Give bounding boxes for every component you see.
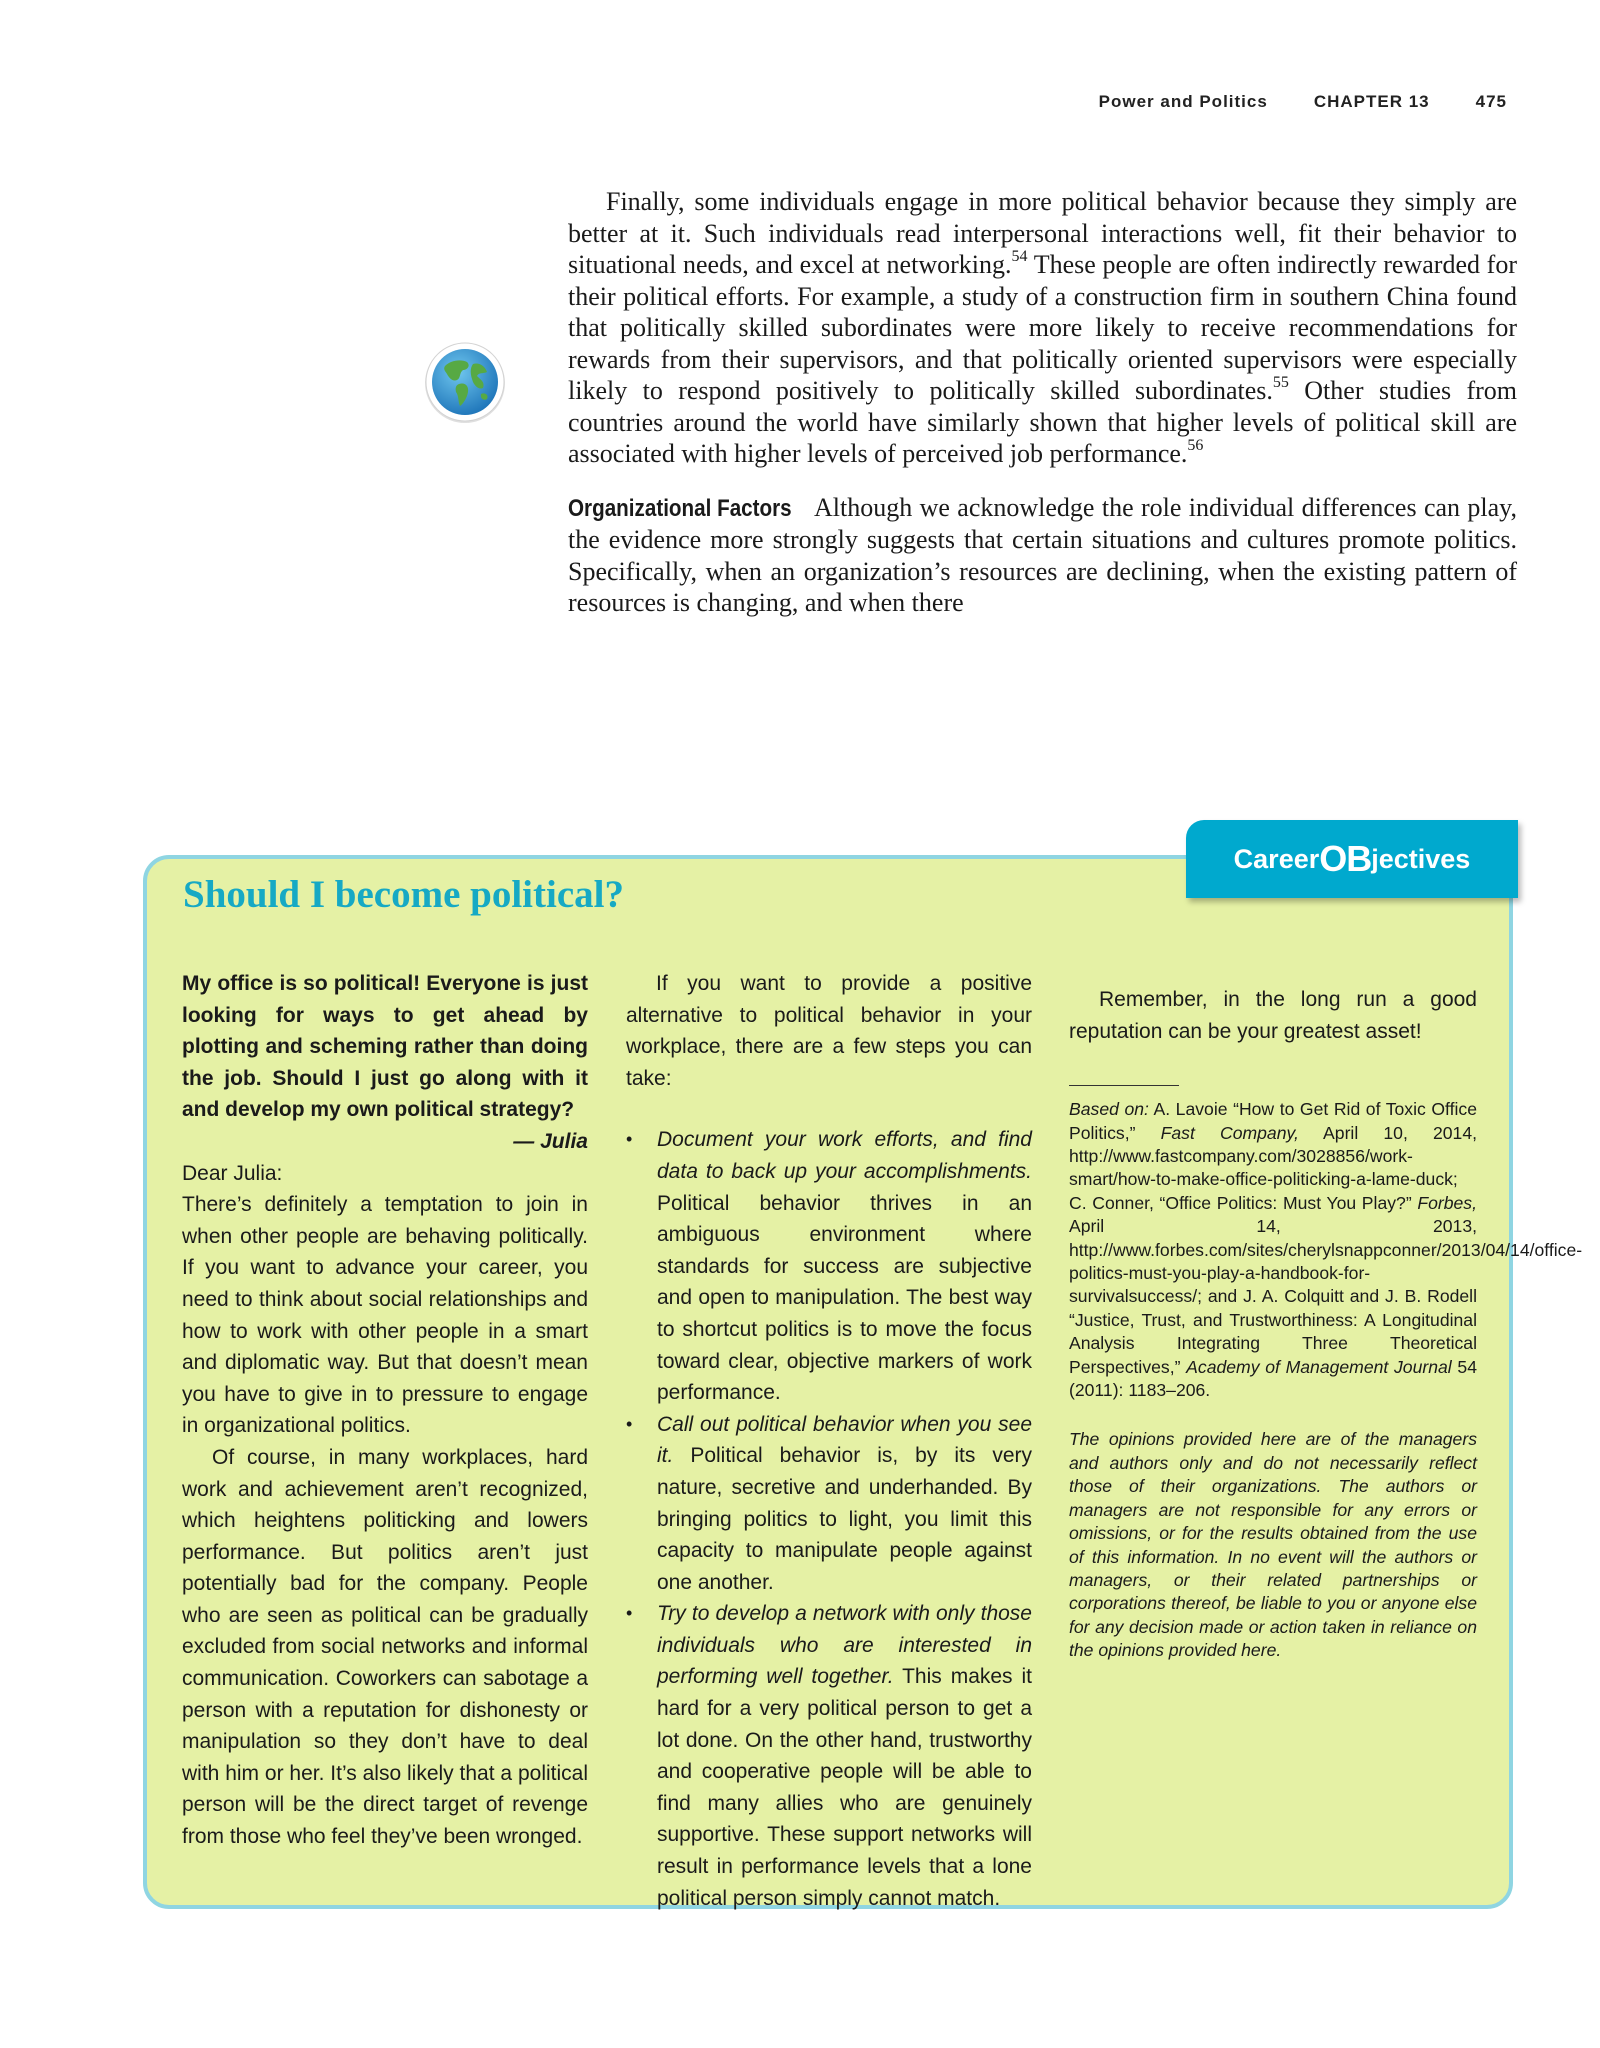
- disclaimer: The opinions provided here are of the managers and authors only and do not necessarily reflect those of their organizations. The authors or managers are not responsible for any errors or omissions, or for the results obtained from the use of this information. In no event will the authors or managers, or their related partnerships or corporations thereof, be liable to you or anyone else for any decision made or action taken in reliance on the opinions provided here.: [1069, 1429, 1477, 1661]
- footnote-ref: 55: [1272, 374, 1289, 391]
- list-item: • Call out political behavior when you see it. Political behavior is, by its very nature, secretive and underhanded. By bringing politics to light, you limit this capacity to manipulate people against one another.: [626, 1409, 1032, 1599]
- header-title: Power and Politics: [1098, 92, 1268, 111]
- paragraph-organizational-factors: Organizational Factors Although we acknowledge the role individual differences can play, the evidence more strongly suggests that certain situations and cultures promote politics. Specifically, when an organization’s resources are declining, when the existing pattern of resources is changing, and when there: [568, 492, 1517, 617]
- footnote-ref: 56: [1187, 437, 1204, 454]
- answer-paragraph: There’s definitely a temptation to join in when other people are behaving politically. If you want to advance your career, you need to think about social relationships and how to work with other people in a smart and diplomatic way. But that doesn’t mean you have to give in to pressure to engage in organizational politics.: [182, 1193, 588, 1438]
- body-text: [568, 186, 1517, 619]
- running-head: [1099, 92, 1507, 112]
- greeting: Dear Julia:: [182, 1161, 283, 1185]
- source-note: Based on: A. Lavoie “How to Get Rid of Toxic Office Politics,” Fast Company, April 10, 2014, http://www.fastcompany.com/3028856/work-smart/how-to-make-office-politicking-a-lame-duck; C. Conner, “Office Politics: Must You Play?” Forbes, April 14, 2013, http://www.forbes.com/sites/cherylsnappconner/2013/04/14/office-politics-must-you-play-a-handbook-for-survivalsuccess/; and J. A. Colquitt and J. B. Rodell “Justice, Trust, and Trustworthiness: A Longitudinal Analysis Integrating Three Theoretical Perspectives,” Academy of Management Journal 54 (2011): 1183–206.: [1069, 1099, 1583, 1401]
- bullet-icon: •: [626, 1413, 633, 1434]
- bullet-icon: •: [626, 1129, 633, 1150]
- run-in-heading: Organizational Factors: [568, 494, 792, 522]
- box-column-1: [182, 968, 588, 1853]
- career-objectives-tab: Career OB jectives: [1186, 820, 1518, 898]
- list-item: • Try to develop a network with only those individuals who are interested in performing well together. This makes it hard for a very political person to get a lot done. On the other hand, trustworthy and cooperative people will be able to find many allies who are genuinely supportive. These support networks will result in performance levels that a lone political person simply cannot match.: [626, 1598, 1032, 1914]
- paragraph-political-skill: Finally, some individuals engage in more political behavior because they simply are better at it. Such individuals read interpersonal interactions well, fit their behavior to situational needs, and excel at networking.$^{54}$ These people are often indirectly rewarded for their political efforts. For example, a study of a construction firm in southern China found that politically skilled subordinates were more likely to receive recommendations for rewards from their supervisors, and that politically oriented supervisors were especially likely to respond positively to politically skilled subordinates.$^{55}$ Other studies from countries around the world have similarly shown that higher levels of political skill are associated with higher levels of perceived job performance.$^{56}$: [568, 187, 1518, 468]
- header-chapter: CHAPTER 13: [1313, 92, 1430, 111]
- globe-icon: [423, 340, 507, 424]
- question-signature: — Julia: [513, 1129, 588, 1153]
- footnote-ref: 54: [1011, 248, 1028, 265]
- answer-paragraph: Of course, in many workplaces, hard work and achievement aren’t recognized, which heightens politicking and lowers performance. But politics aren’t just potentially bad for the company. People who are seen as political can be gradually excluded from social networks and informal communication. Coworkers can sabotage a person with a reputation for dishonesty or manipulation so they don’t have to deal with him or her. It’s also likely that a political person will be the direct target of revenge from those who feel they’ve been wronged.: [182, 1445, 588, 1849]
- box-title: Should I become political?: [183, 873, 624, 916]
- box-column-3: [1069, 968, 1583, 1663]
- source-divider: [1069, 1085, 1179, 1086]
- tips-list: [626, 1124, 1032, 1914]
- bullet-icon: •: [626, 1603, 633, 1624]
- box-column-2: [626, 968, 1032, 1914]
- answer-paragraph: If you want to provide a positive alternative to political behavior in your workplace, there are a few steps you can take:: [626, 972, 1032, 1090]
- closing-paragraph: Remember, in the long run a good reputation can be your greatest asset!: [1069, 988, 1477, 1043]
- page-number: 475: [1475, 92, 1507, 111]
- list-item: • Document your work efforts, and find data to back up your accomplishments. Political behavior thrives in an ambiguous environment where standards for success are subjective and open to manipulation. The best way to shortcut politics is to move the focus toward clear, objective markers of work performance.: [626, 1124, 1032, 1408]
- reader-question: My office is so political! Everyone is just looking for ways to get ahead by plotting and scheming rather than doing the job. Should I just go along with it and develop my own political strategy?: [182, 972, 588, 1122]
